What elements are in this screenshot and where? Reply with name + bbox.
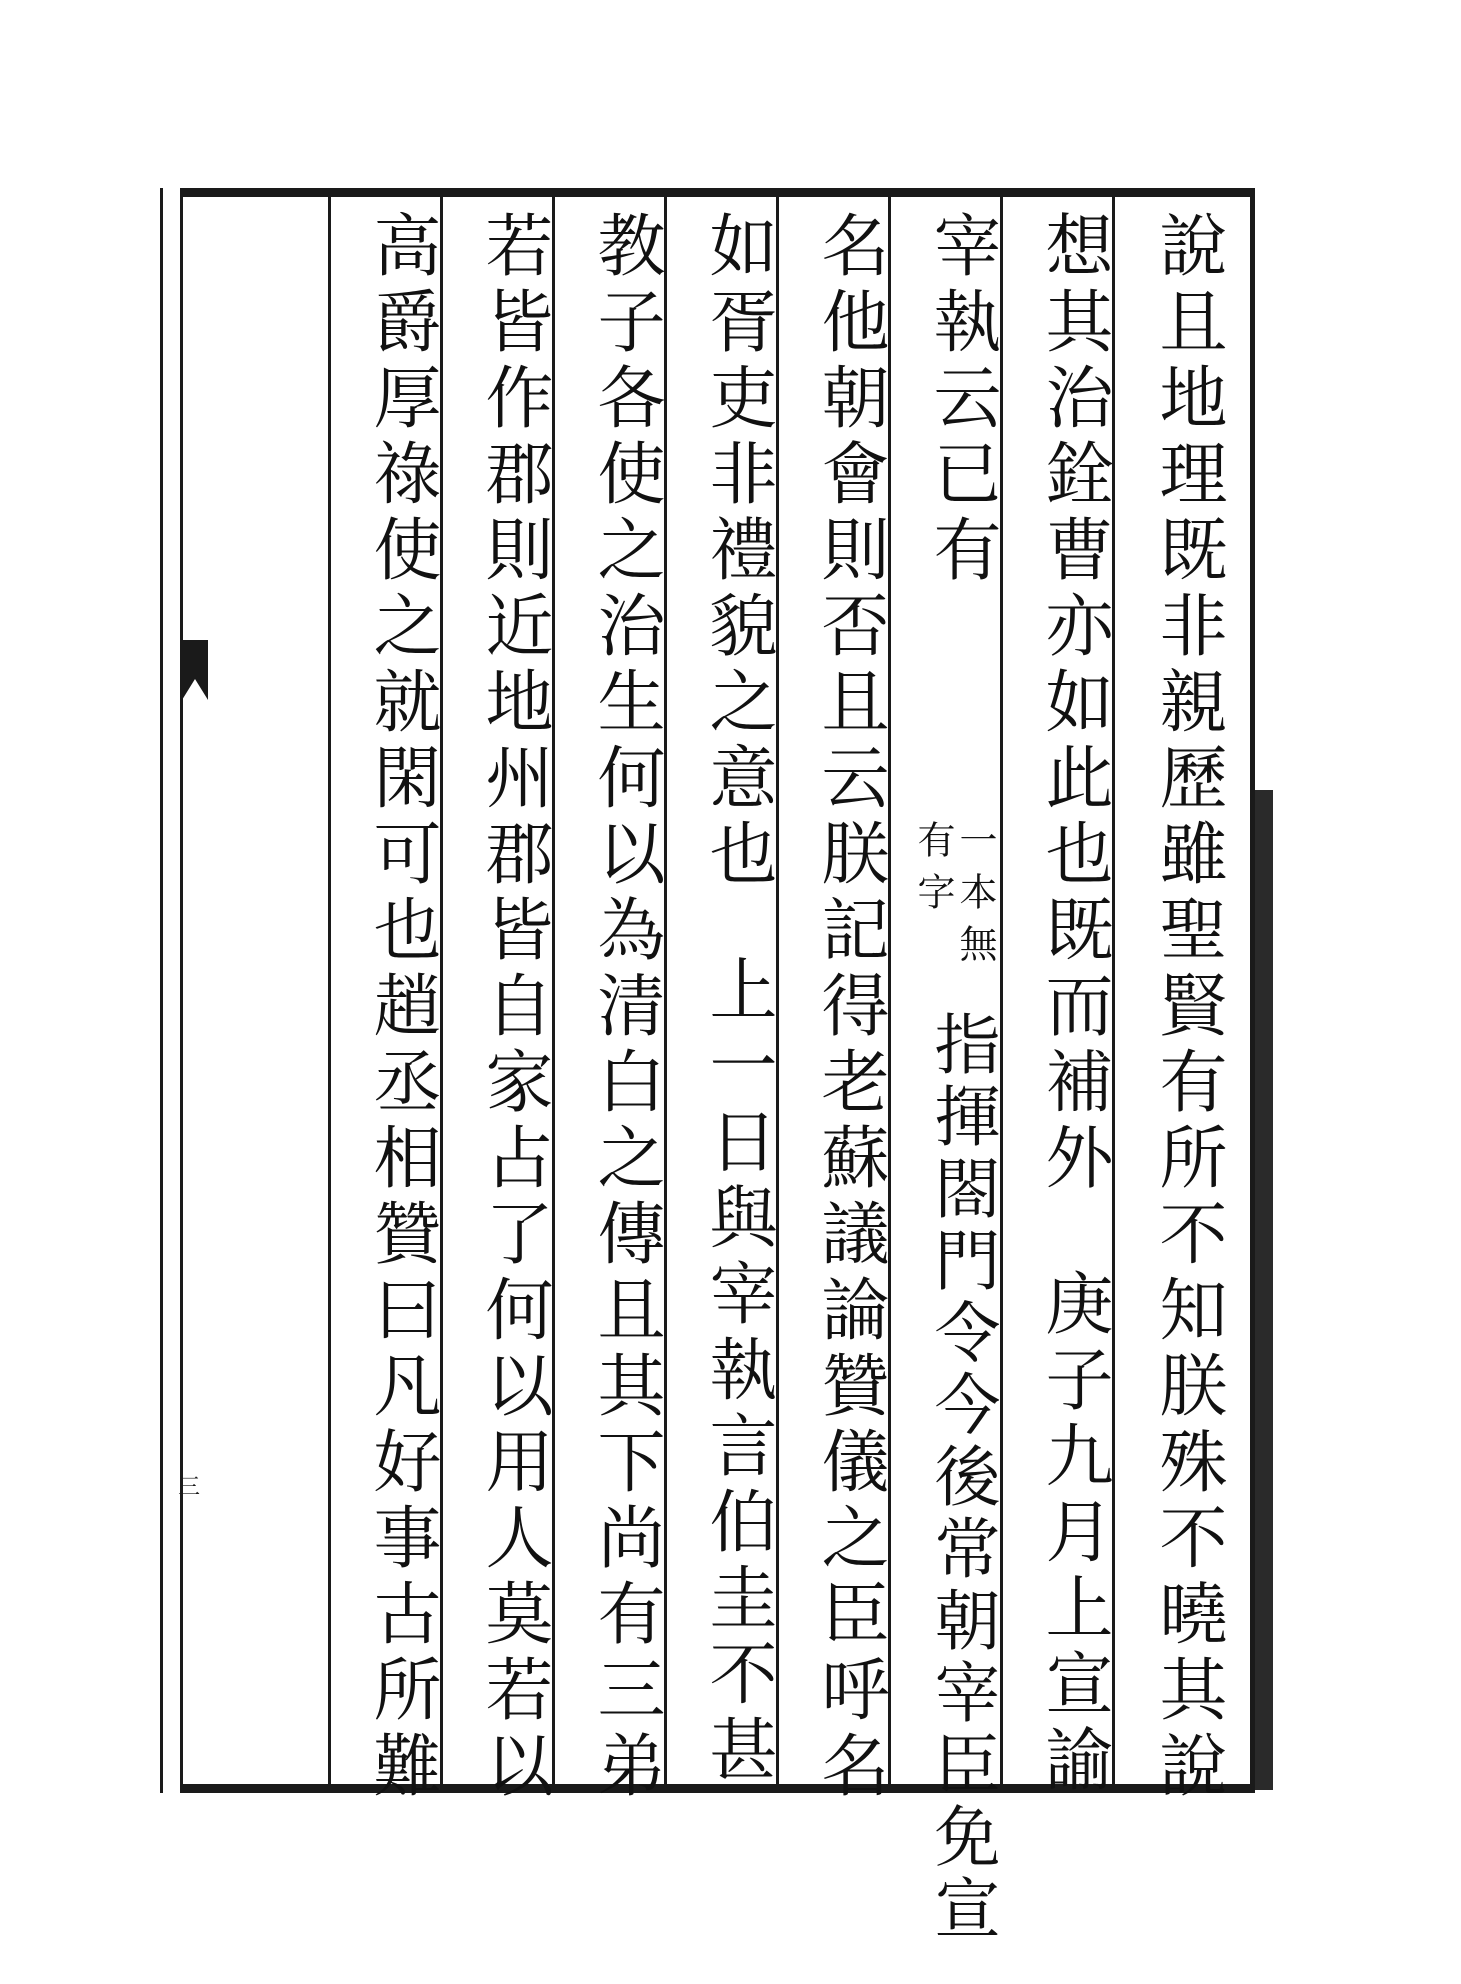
text-column-5: [682, 210, 792, 1790]
text-column-1: [1132, 210, 1242, 1806]
text-column-8: [346, 210, 456, 1806]
column-text-part-b: 上一日與宰執言伯圭不甚: [698, 954, 777, 1790]
fore-edge-line: [160, 188, 163, 1793]
text-column-4: [794, 210, 904, 1806]
column-divider: [328, 197, 331, 1784]
column-text-part-a: 如胥吏非禮貌之意也: [698, 210, 777, 894]
text-column-6: [570, 210, 680, 1806]
text-column-3-upper: [906, 210, 1016, 810]
page-number: 三: [178, 1475, 201, 1500]
column-text: 教子各使之治生何以為清白之傳且其下尚有三弟: [586, 210, 665, 1806]
annotation-left: 有字: [911, 820, 955, 924]
column-text-part-a: 宰執云已有: [922, 210, 1001, 590]
column-text: 高爵厚祿使之就閑可也趙丞相贊曰凡好事古所難: [362, 210, 441, 1806]
column-text: 說且地理既非親歷雖聖賢有所不知朕殊不曉其說: [1148, 210, 1227, 1806]
column-text-part-b: 指揮閤門令今後常朝宰臣免宣: [923, 1010, 1000, 1946]
column-text: 若皆作郡則近地州郡皆自家占了何以用人莫若以: [474, 210, 553, 1806]
annotation-right: 一本無: [953, 820, 997, 976]
column-text-part-b: 庚子九月上宣諭: [1034, 1268, 1113, 1800]
text-column-2: [1018, 210, 1128, 1800]
fore-edge: [160, 188, 204, 1793]
book-edge: [1255, 790, 1273, 1790]
column-text: 名他朝會則否且云朕記得老蘇議論贊儀之臣呼名: [810, 210, 889, 1806]
column-text-part-a: 想其治銓曹亦如此也既而補外: [1034, 210, 1113, 1198]
text-column-3-lower: [906, 1010, 1016, 1946]
text-column-7: [458, 210, 568, 1806]
